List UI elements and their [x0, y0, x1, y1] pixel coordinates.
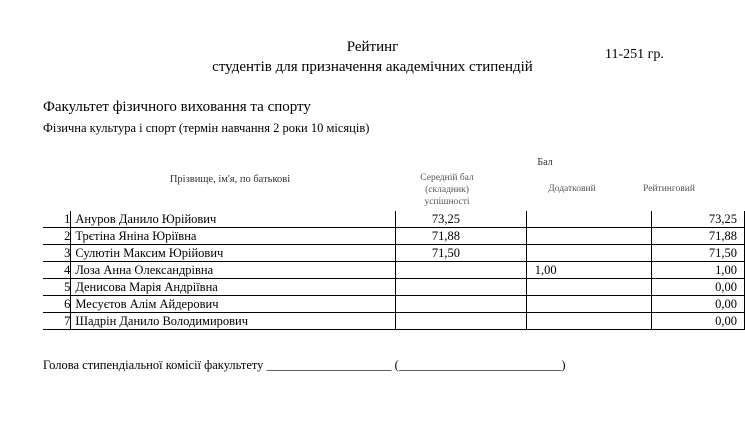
row-number: 5 — [43, 279, 71, 296]
rating-score: 71,88 — [651, 228, 744, 245]
student-name: Лоза Анна Олександрівна — [71, 262, 396, 279]
column-header-rating: Рейтинговий — [643, 184, 695, 194]
additional-score — [526, 296, 651, 313]
row-number: 4 — [43, 262, 71, 279]
average-score — [395, 262, 526, 279]
signature-line: Голова стипендіальної комісії факультету ____________________ (__________________________) — [43, 358, 566, 372]
row-number: 7 — [43, 313, 71, 330]
average-score: 71,88 — [395, 228, 526, 245]
rating-score: 0,00 — [651, 313, 744, 330]
column-header-name: Прізвище, ім'я, по батькові — [169, 174, 291, 185]
group-label: 11-251 гр. — [605, 47, 664, 62]
additional-score — [526, 313, 651, 330]
row-number: 3 — [43, 245, 71, 262]
program-name: Фізична культура і спорт (термін навчання 2 роки 10 місяців) — [43, 121, 370, 135]
student-name: Месуєтов Алім Айдерович — [71, 296, 396, 313]
row-number: 1 — [43, 211, 71, 228]
student-name: Шадрін Данило Володимирович — [71, 313, 396, 330]
row-number: 6 — [43, 296, 71, 313]
rating-score: 0,00 — [651, 296, 744, 313]
table-row — [43, 228, 745, 245]
row-number: 2 — [43, 228, 71, 245]
document-title: Рейтинг — [346, 39, 399, 55]
table-row — [43, 279, 745, 296]
student-name: Трєтіна Яніна Юріївна — [71, 228, 396, 245]
column-header-average: Середній бал (складник) успішності — [420, 173, 474, 207]
document-subtitle: студентів для призначення академічних стипендій — [212, 59, 533, 75]
column-header-bal: Бал — [537, 157, 553, 168]
additional-score — [526, 245, 651, 262]
additional-score — [526, 211, 651, 228]
column-header-additional: Додатковий — [548, 184, 596, 194]
table-row — [43, 211, 745, 228]
average-score — [395, 296, 526, 313]
average-score: 73,25 — [395, 211, 526, 228]
additional-score — [526, 279, 651, 296]
student-name: Денисова Марія Андріївна — [71, 279, 396, 296]
additional-score: 1,00 — [526, 262, 651, 279]
faculty-name: Факультет фізичного виховання та спорту — [43, 99, 311, 115]
average-score — [395, 313, 526, 330]
student-name: Ануров Данило Юрійович — [71, 211, 396, 228]
rating-score: 71,50 — [651, 245, 744, 262]
student-name: Сулютін Максим Юрійович — [71, 245, 396, 262]
average-score: 71,50 — [395, 245, 526, 262]
table-row — [43, 296, 745, 313]
additional-score — [526, 228, 651, 245]
table-row — [43, 313, 745, 330]
rating-score: 73,25 — [651, 211, 744, 228]
table-row — [43, 245, 745, 262]
rating-score: 0,00 — [651, 279, 744, 296]
rating-score: 1,00 — [651, 262, 744, 279]
table-row — [43, 262, 745, 279]
average-score — [395, 279, 526, 296]
rating-table — [43, 211, 745, 330]
